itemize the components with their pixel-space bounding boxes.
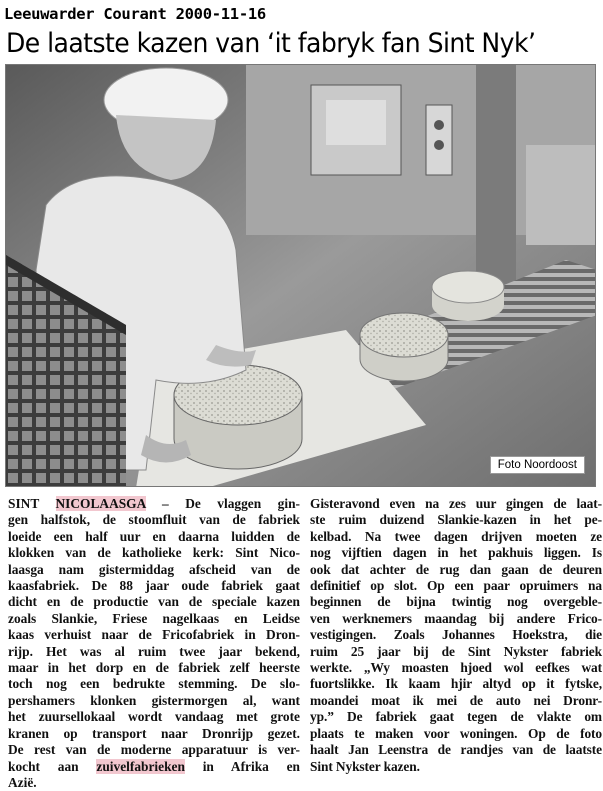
article-line: kaasfabriek. De 88 jaar oude fabriek gaat	[8, 578, 300, 594]
article-line: kocht aan zuivelfabrieken in Afrika en	[8, 758, 300, 774]
article-line: klokken van de katholieke kerk: Sint Nico-	[8, 545, 300, 561]
article-line: ook dat achter de rug dan gaan de deuren	[310, 561, 602, 577]
article-line: yp.” De fabriek gaat tegen de vlakte om	[310, 709, 602, 725]
article-line: toch nog een bedrukte stemming. De slo-	[8, 676, 300, 692]
article-line: SINT NICOLAASGA – De vlaggen gin-	[8, 496, 300, 511]
article-line: vestigingen. Zoals Johannes Hoekstra, die	[310, 627, 602, 643]
article-line: plaats te maken voor woningen. Op de foto	[310, 725, 602, 741]
article-line: kranen op transport naar Dronrijp gezet.	[8, 725, 300, 741]
article-line: definitief op slot. Op een paar opruimers na	[310, 578, 602, 594]
article-line: kelbad. Na twee dagen drijven moeten ze	[310, 528, 602, 544]
article-line: ven werknemers maandag bij andere Frico-	[310, 610, 602, 626]
photo-credit: Foto Noordoost	[490, 456, 585, 474]
article-line: De rest van de moderne apparatuur is ver-	[8, 742, 300, 758]
article-line: Sint Nykster kazen.	[310, 758, 420, 774]
article-line: beginnen de bijna twintig nog overgeble-	[310, 594, 602, 610]
article-line: loeide een half uur en daarna luidden de	[8, 528, 300, 544]
article-line: ruim 25 jaar bij de Sint Nykster fabriek	[310, 643, 602, 659]
article-line: rijp. Het was al ruim twee jaar bekend,	[8, 643, 300, 659]
article-line: kaas verhuist naar de Fricofabriek in Dron-	[8, 627, 300, 643]
article-line: Azië.	[8, 774, 37, 790]
article-line: werkte. „Wy moasten hjoed wol eefkes wat	[310, 660, 602, 676]
article-line: laasga nam gistermiddag afscheid van de	[8, 561, 300, 577]
article-line: moandei moat ik mei de auto nei Dronr-	[310, 692, 602, 708]
article-line: dicht en de productie van de speciale kazen	[8, 594, 300, 610]
newspaper-masthead: Leeuwarder Courant 2000-11-16	[4, 5, 266, 23]
article-line: Gisteravond even na zes uur gingen de laat-	[310, 496, 602, 511]
article-headline: De laatste kazen van ‘it fabryk fan Sint Nyk’	[6, 28, 536, 59]
article-line: het zuursellokaal wordt vandaag met grote	[8, 709, 300, 725]
article-line: haalt Jan Leenstra de randjes van de laatste	[310, 742, 602, 758]
article-column-right	[310, 496, 602, 775]
article-line: zoals Slankie, Friese nagelkaas en Leidse	[8, 610, 300, 626]
article-photo	[5, 64, 596, 487]
article-line: gen halfstok, de stoomfluit van de fabriek	[8, 512, 300, 528]
article-line: fuortslikke. Ik kaam hjir altyd op it fytske,	[310, 676, 602, 692]
article-line: nog vijftien dagen in het pakhuis liggen. Is	[310, 545, 602, 561]
article-line: ste ruim duizend Slankie-kazen in het pe-	[310, 512, 602, 528]
highlighted-term: NICOLAASGA	[55, 496, 146, 511]
article-column-left	[8, 496, 300, 791]
article-line: maar in het dorp en de fabriek zelf heerste	[8, 660, 300, 676]
cheese-factory-photo	[6, 65, 596, 487]
highlighted-term: zuivelfabrieken	[96, 758, 185, 774]
article-line: pershamers klonken gistermorgen al, want	[8, 692, 300, 708]
